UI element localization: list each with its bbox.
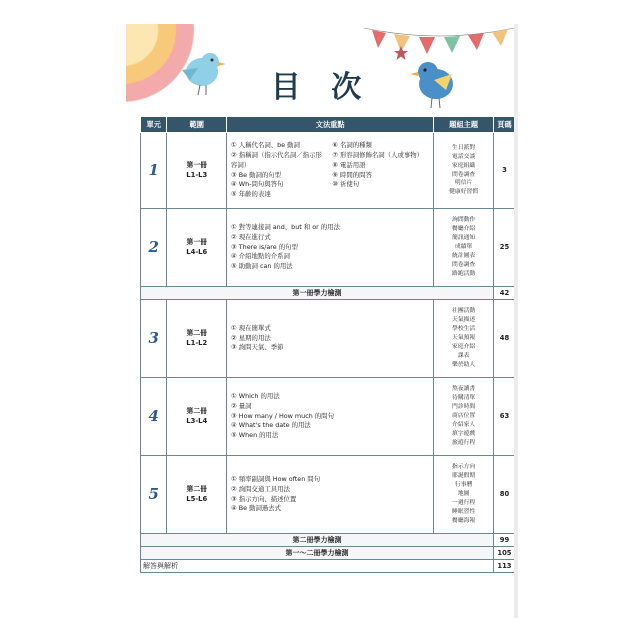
grammar-point: ⑧ 電話用語 bbox=[332, 160, 366, 169]
theme-item: 詢問動作 bbox=[452, 217, 476, 224]
grammar-point: ① 對等連接詞 and、but 和 or 的用法 bbox=[231, 222, 340, 231]
range-lessons: L1-L2 bbox=[186, 338, 208, 347]
answers-row bbox=[141, 560, 515, 573]
bird-icon bbox=[406, 50, 468, 112]
theme-item: 旅遊行程 bbox=[452, 439, 476, 446]
grammar-point: ① 現在簡單式 bbox=[231, 323, 271, 332]
grammar-cell bbox=[227, 456, 434, 534]
page-number: 113 bbox=[493, 560, 514, 573]
grammar-cell bbox=[227, 209, 434, 287]
grammar-point: ③ Be 動詞的句型 bbox=[231, 170, 282, 179]
page-number: 3 bbox=[493, 133, 514, 209]
theme-item: 家庭組織 bbox=[452, 162, 476, 169]
range-cell bbox=[167, 133, 227, 209]
page-number: 80 bbox=[493, 456, 514, 534]
range-cell bbox=[167, 456, 227, 534]
grammar-point: ② 現在進行式 bbox=[231, 232, 271, 241]
theme-item: 社團活動 bbox=[452, 308, 476, 315]
range-book: 第二冊 bbox=[186, 329, 207, 338]
range-lessons: L3-L4 bbox=[186, 416, 208, 425]
grammar-point: ⑤ 助動詞 can 的用法 bbox=[231, 262, 293, 271]
page-number: 63 bbox=[493, 378, 514, 456]
theme-cell bbox=[434, 209, 494, 287]
unit-number-cell bbox=[141, 456, 167, 534]
unit-row bbox=[141, 456, 515, 534]
theme-item: 簡訊通知 bbox=[452, 235, 476, 242]
answers-label: 解答與解析 bbox=[141, 560, 494, 573]
contents-table bbox=[140, 116, 514, 573]
test-row bbox=[141, 287, 515, 300]
grammar-point: ⑤ 年齡的表達 bbox=[231, 190, 271, 199]
unit-number: 5 bbox=[148, 484, 159, 503]
theme-item: 天氣預報 bbox=[452, 335, 476, 341]
theme-cell bbox=[434, 133, 494, 209]
bird-icon bbox=[168, 40, 230, 102]
unit-number-cell bbox=[141, 209, 167, 287]
grammar-point: ③ 指示方向、描述位置 bbox=[231, 494, 297, 503]
grammar-point: ⑤ When 的用法 bbox=[231, 431, 279, 440]
unit-number: 1 bbox=[148, 160, 159, 179]
theme-item: 地圖 bbox=[457, 491, 470, 497]
theme-item: 門診時間 bbox=[452, 404, 476, 411]
page-number: 42 bbox=[493, 287, 514, 300]
grammar-point: ② 量詞 bbox=[231, 401, 252, 410]
header-theme: 題組主題 bbox=[434, 117, 494, 133]
test-label: 第一～二冊學力檢測 bbox=[141, 547, 494, 560]
grammar-point: ④ 介紹地點的介系詞 bbox=[231, 252, 290, 261]
range-book: 第一冊 bbox=[186, 161, 207, 170]
unit-row bbox=[141, 300, 515, 378]
theme-item: 行事曆 bbox=[454, 482, 473, 489]
range-lessons: L1-L3 bbox=[186, 170, 208, 179]
theme-item: 介紹家人 bbox=[452, 421, 476, 428]
grammar-cell bbox=[227, 300, 434, 378]
theme-item: 填字遊戲 bbox=[452, 430, 476, 437]
test-row bbox=[141, 547, 515, 560]
unit-number: 2 bbox=[148, 237, 159, 256]
range-lessons: L4-L6 bbox=[186, 247, 208, 256]
grammar-point: ④ What's the date 的用法 bbox=[231, 421, 311, 430]
theme-item: 耶誕假期 bbox=[452, 473, 476, 480]
unit-number-cell bbox=[141, 133, 167, 209]
theme-item: 餐廳海報 bbox=[452, 517, 476, 524]
unit-number: 3 bbox=[148, 328, 159, 347]
grammar-point: ③ How many / How much 的問句 bbox=[231, 411, 334, 420]
range-cell bbox=[167, 300, 227, 378]
theme-item: 統計圖表 bbox=[452, 252, 476, 259]
page-title: 目 次 bbox=[270, 70, 372, 105]
theme-item: 商店位置 bbox=[452, 413, 476, 419]
grammar-point: ① 頻率副詞與 How often 問句 bbox=[231, 474, 321, 483]
theme-item: 課表 bbox=[457, 352, 470, 359]
theme-item: 健康好習慣 bbox=[449, 189, 479, 196]
theme-item: 生日派對 bbox=[452, 144, 476, 151]
header-page: 頁碼 bbox=[493, 117, 514, 133]
unit-number-cell bbox=[141, 300, 167, 378]
range-book: 第二冊 bbox=[186, 407, 207, 416]
grammar-point: ④ Wh-問句與答句 bbox=[231, 180, 284, 189]
unit-row bbox=[141, 378, 515, 456]
grammar-point: ① Which 的用法 bbox=[231, 391, 280, 400]
range-book: 第一冊 bbox=[186, 238, 207, 247]
page-number: 48 bbox=[493, 300, 514, 378]
test-label: 第二冊學力檢測 bbox=[141, 534, 494, 547]
grammar-point: ③ 詢問天氣、季節 bbox=[231, 343, 284, 352]
range-book: 第二冊 bbox=[186, 485, 207, 494]
page-number: 25 bbox=[493, 209, 514, 287]
theme-item: 天氣描述 bbox=[452, 317, 476, 324]
header-unit: 單元 bbox=[141, 117, 167, 133]
test-label: 第一冊學力檢測 bbox=[141, 287, 494, 300]
grammar-point: ② 詢問交通工具用法 bbox=[231, 484, 290, 493]
grammar-cell bbox=[227, 133, 434, 209]
unit-row bbox=[141, 133, 515, 209]
test-row bbox=[141, 534, 515, 547]
theme-item: 家庭介紹 bbox=[452, 343, 476, 350]
page-number: 99 bbox=[493, 534, 514, 547]
range-lessons: L5-L6 bbox=[186, 494, 208, 503]
unit-number-cell bbox=[141, 378, 167, 456]
unit-row bbox=[141, 209, 515, 287]
theme-item: 一週行程 bbox=[452, 499, 476, 506]
theme-cell bbox=[434, 300, 494, 378]
theme-cell bbox=[434, 378, 494, 456]
range-cell bbox=[167, 378, 227, 456]
header-grammar: 文法重點 bbox=[227, 117, 434, 133]
header-range: 範圍 bbox=[167, 117, 227, 133]
grammar-point: ⑩ 祈使句 bbox=[332, 180, 360, 189]
table-header-row bbox=[141, 117, 515, 133]
theme-item: 睡眠習性 bbox=[452, 508, 476, 515]
theme-item: 明信片 bbox=[454, 180, 473, 187]
grammar-point: ③ There is/are 的句型 bbox=[231, 242, 298, 251]
theme-item: 待購清單 bbox=[452, 395, 476, 402]
theme-item: 學校生活 bbox=[452, 326, 476, 333]
grammar-point: ② 指稱詞（指示代名詞／指示形容詞） bbox=[231, 150, 322, 169]
theme-item: 電話交談 bbox=[452, 153, 476, 160]
theme-item: 指示方向 bbox=[452, 464, 476, 471]
unit-number: 4 bbox=[148, 406, 159, 425]
page-edge-shadow bbox=[514, 24, 518, 618]
theme-item: 問卷調查 bbox=[452, 261, 476, 268]
page-number: 105 bbox=[493, 547, 514, 560]
theme-item: 餐廳介紹 bbox=[452, 226, 476, 233]
grammar-cell bbox=[227, 378, 434, 456]
grammar-point: ① 人稱代名詞、be 動詞 bbox=[231, 140, 300, 149]
grammar-point: ⑦ 形容詞修飾名詞（人或事物） bbox=[332, 150, 424, 159]
theme-cell bbox=[434, 456, 494, 534]
grammar-point: ⑥ 名詞的種類 bbox=[332, 140, 372, 149]
grammar-point: ② 星期的用法 bbox=[231, 333, 271, 342]
grammar-point: ④ Be 動詞過去式 bbox=[231, 504, 282, 513]
book-page bbox=[126, 24, 514, 618]
theme-item: 成績單 bbox=[454, 244, 473, 250]
grammar-point: ⑨ 時間的問答 bbox=[332, 170, 372, 179]
theme-item: 熬夜讀書 bbox=[452, 386, 476, 393]
theme-item: 問卷調查 bbox=[452, 171, 476, 178]
range-cell bbox=[167, 209, 227, 287]
theme-item: 樂於助人 bbox=[452, 361, 476, 368]
theme-item: 路跑活動 bbox=[452, 270, 476, 277]
